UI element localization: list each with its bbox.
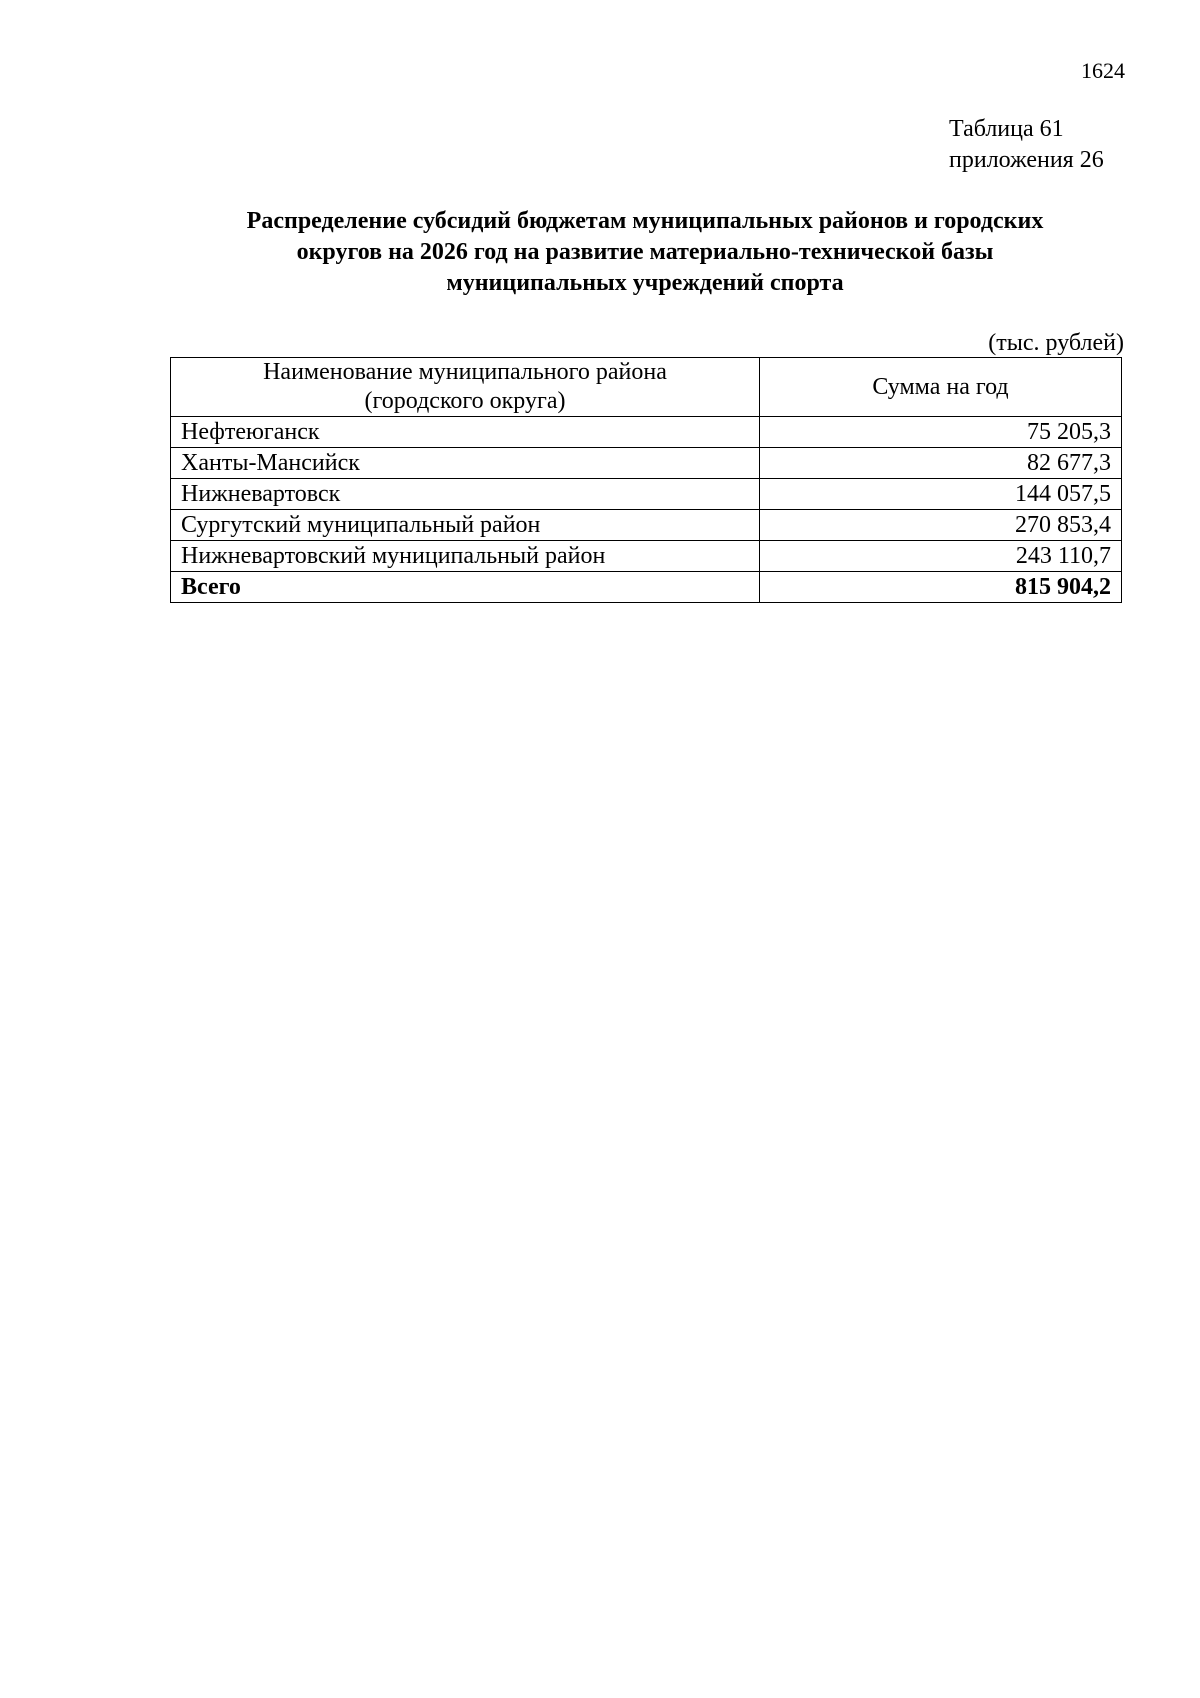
table-ref-line-2: приложения 26 (949, 147, 1104, 173)
table-ref-line-1: Таблица 61 (949, 116, 1064, 142)
table-row (171, 510, 1122, 541)
table-reference (949, 114, 1104, 176)
header-municipality (171, 358, 760, 417)
subsidy-table (170, 357, 1122, 603)
row-amount: 144 057,5 (760, 479, 1122, 510)
row-amount: 75 205,3 (760, 417, 1122, 448)
header-municipality-line-2: (городского округа) (364, 388, 566, 414)
row-name: Нефтеюганск (171, 417, 760, 448)
title-line-1: Распределение субсидий бюджетам муниципальных районов и городских (246, 208, 1044, 234)
row-amount: 243 110,7 (760, 541, 1122, 572)
row-name: Сургутский муниципальный район (171, 510, 760, 541)
total-label: Всего (171, 572, 760, 603)
header-municipality-line-1: Наименование муниципального района (263, 359, 667, 385)
row-amount: 270 853,4 (760, 510, 1122, 541)
table-row (171, 448, 1122, 479)
title-line-3: муниципальных учреждений спорта (446, 270, 844, 296)
table-header-row (171, 358, 1122, 417)
page-number: 1624 (1081, 58, 1125, 83)
table-row (171, 417, 1122, 448)
row-amount: 82 677,3 (760, 448, 1122, 479)
title-line-2: округов на 2026 год на развитие материально-технической базы (296, 239, 994, 265)
total-amount: 815 904,2 (760, 572, 1122, 603)
total-row (171, 572, 1122, 603)
row-name: Нижневартовский муниципальный район (171, 541, 760, 572)
row-name: Ханты-Мансийск (171, 448, 760, 479)
table-row (171, 541, 1122, 572)
row-name: Нижневартовск (171, 479, 760, 510)
units-label: (тыс. рублей) (988, 330, 1124, 356)
table-row (171, 479, 1122, 510)
header-amount: Сумма на год (760, 358, 1122, 417)
document-title (170, 206, 1120, 299)
